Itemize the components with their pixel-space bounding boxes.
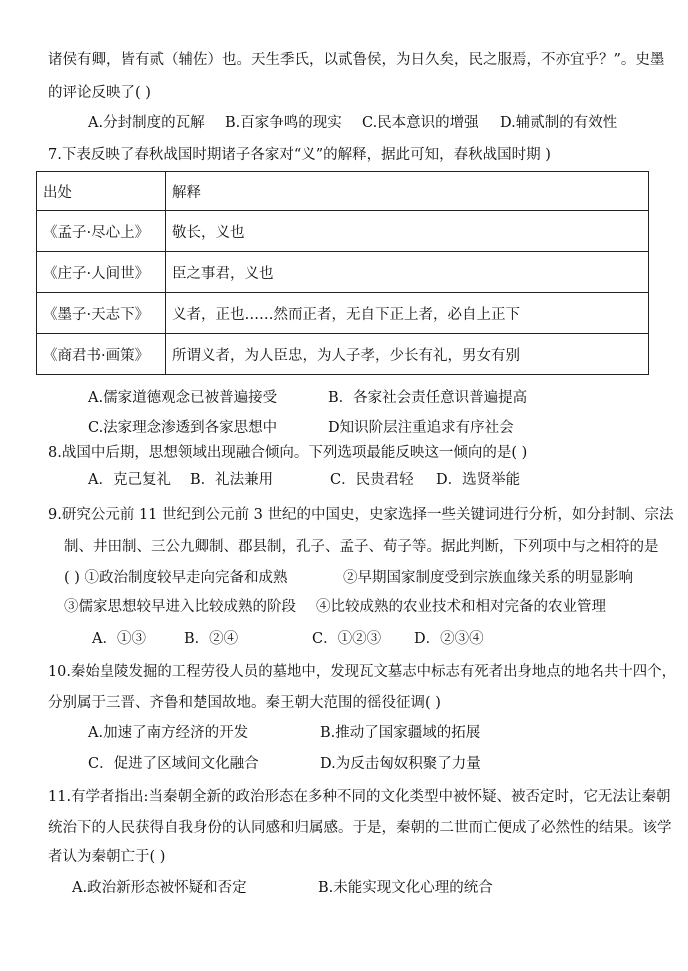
q6-option-c: C.民本意识的增强 [362,115,479,131]
q10-option-b: B.推动了国家疆域的拓展 [320,725,481,741]
table-row [37,293,649,334]
q10-option-a: A.加速了南方经济的开发 [88,725,249,741]
q7-stem: 7.下表反映了春秋战国时期诸子各家对“义”的解释，据此可知，春秋战国时期 ) [48,147,551,163]
q8-stem: 8.战国中后期，思想领域出现融合倾向。下列选项最能反映这一倾向的是( ) [48,445,528,461]
q9-statement-2: ②早期国家制度受到宗族血缘关系的明显影响 [343,570,633,586]
q9-stem-line-2: 制、井田制、三公九卿制、郡县制，孔子、孟子、荀子等。据此判断，下列项中与之相符的是 [64,539,659,555]
table-header-explanation: 解释 [166,172,649,211]
table-cell-explanation: 所谓义者，为人臣忠，为人子孝，少长有礼，男女有别 [166,334,649,375]
q6-option-a: A.分封制度的瓦解 [88,115,205,131]
q7-option-d: D知识阶层注重追求有序社会 [328,420,514,436]
q8-option-d: D．选贤举能 [436,472,521,488]
table-header-row [37,172,649,211]
q9-option-d: D．②③④ [414,631,484,647]
q7-table [36,171,649,375]
q11-option-a: A.政治新形态被怀疑和否定 [72,880,247,896]
q11-stem-line-1: 11.有学者指出:当秦朝全新的政治形态在多种不同的文化类型中被怀疑、被否定时，它无法让秦朝 [48,789,671,805]
q9-option-a: A．①③ [92,631,146,647]
q9-option-c: C．①②③ [312,631,382,647]
table-cell-source: 《孟子·尽心上》 [37,211,166,252]
table-cell-source: 《墨子·天志下》 [37,293,166,334]
q7-option-b: B．各家社会责任意识普遍提高 [328,390,528,406]
q9-option-b: B．②④ [184,631,239,647]
table-cell-explanation: 臣之事君，义也 [166,252,649,293]
table-cell-source: 《庄子·人间世》 [37,252,166,293]
q6-stem-line-1: 诸侯有卿，皆有贰（辅佐）也。天生季氏，以贰鲁侯，为日久矣，民之服焉，不亦宜乎？”。史墨 [48,52,665,68]
q8-option-c: C．民贵君轻 [330,472,414,488]
q10-option-d: D.为反击匈奴积聚了力量 [320,756,481,772]
q10-option-c: C．促进了区域间文化融合 [88,756,259,772]
table-cell-explanation: 敬长，义也 [166,211,649,252]
q8-option-b: B．礼法兼用 [190,472,274,488]
q6-stem-line-2: 的评论反映了( ) [48,85,151,101]
q11-stem-line-3: 者认为秦朝亡于( ) [48,849,166,865]
q11-option-b: B.未能实现文化心理的统合 [318,880,493,896]
q10-stem-line-2: 分别属于三晋、齐鲁和楚国故地。秦王朝大范围的徭役征调( ) [48,695,441,711]
q9-statement-1: ( ) ①政治制度较早走向完备和成熟 [64,570,288,586]
q9-stem-line-1: 9.研究公元前 11 世纪到公元前 3 世纪的中国史，史家选择一些关键词进行分析，如分封制、宗法 [48,507,674,523]
table-header-source: 出处 [37,172,166,211]
q10-stem-line-1: 10.秦始皇陵发掘的工程劳役人员的墓地中，发现瓦文墓志中标志有死者出身地点的地名共十四个， [48,664,676,680]
q6-option-b: B.百家争鸣的现实 [225,115,342,131]
table-row [37,252,649,293]
table-row [37,211,649,252]
q7-option-a: A.儒家道德观念已被普遍接受 [88,390,278,406]
q6-option-d: D.辅贰制的有效性 [500,115,618,131]
q7-option-c: C.法家理念渗透到各家思想中 [88,420,278,436]
q8-option-a: A．克己复礼 [88,472,171,488]
table-cell-explanation: 义者，正也……然而正者，无自下正上者，必自上正下 [166,293,649,334]
q9-statement-4: ④比较成熟的农业技术和相对完备的农业管理 [316,599,606,615]
table-cell-source: 《商君书·画策》 [37,334,166,375]
q9-statement-3: ③儒家思想较早进入比较成熟的阶段 [64,599,296,615]
table-row [37,334,649,375]
q11-stem-line-2: 统治下的人民获得自我身份的认同感和归属感。于是，秦朝的二世而亡便成了必然性的结果。该学 [48,820,672,836]
